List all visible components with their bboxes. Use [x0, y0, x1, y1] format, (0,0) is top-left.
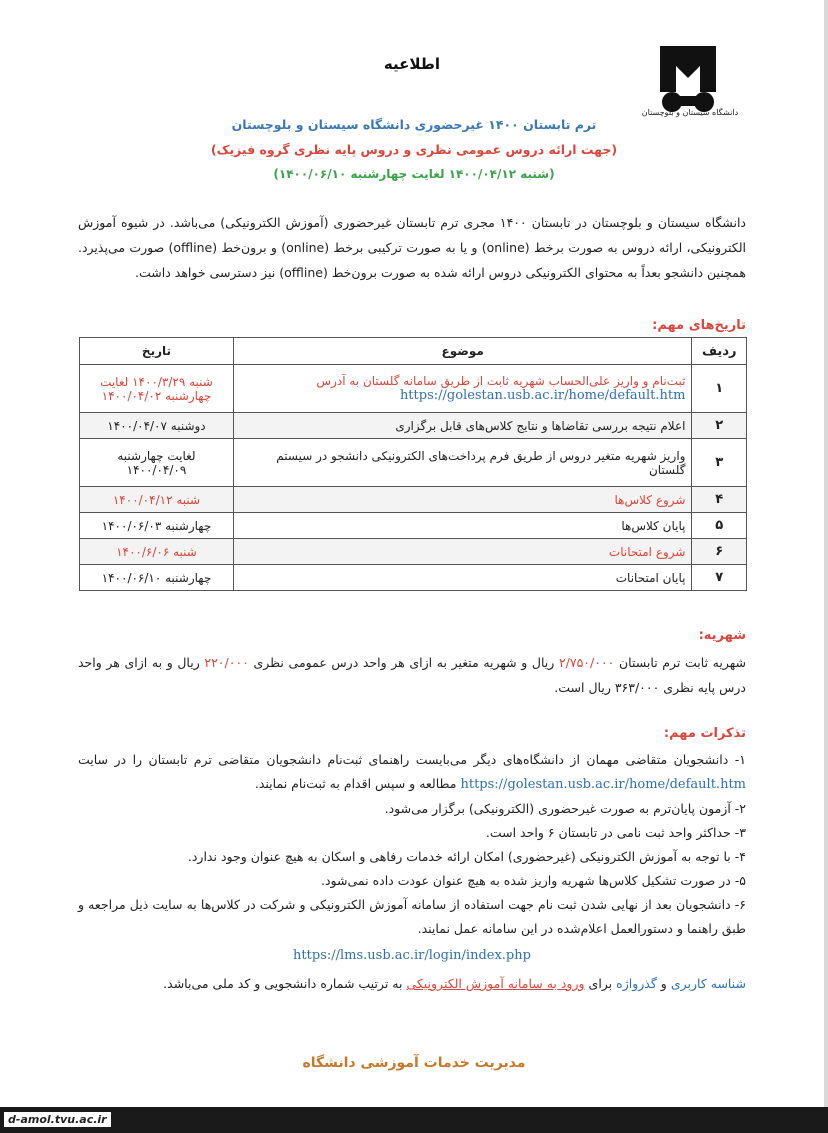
intro-paragraph: دانشگاه سیستان و بلوچستان در تابستان ۱۴۰۰ مجری ترم تابستان غیرحضوری (آموزش الکترونیکی) می‌باشد. در شیوه آموزش الکترونیکی، ارائه دروس به صورت برخط (online) و یا به صورت ترکیبی برخط (online) و برون‌خط (offline) صورت می‌پذیرد. همچنین دانشجو بعداً به محتوای الکترونیکی دروس ارائه شده به صورت برون‌خط (offline) نیز دسترسی خواهد داشت.	[78, 215, 746, 280]
notes-heading: تذکرات مهم:	[663, 726, 746, 741]
elearning-login-text: ورود به سامانه آموزش الکترونیکی	[406, 976, 585, 991]
row-number: ۵	[692, 513, 747, 539]
fee-text-a: شهریه ثابت ترم تابستان	[619, 655, 746, 670]
fee-fixed-amount: ۲/۷۵۰/۰۰۰	[558, 655, 615, 670]
row-subject: اعلام نتیجه بررسی تقاضاها و نتایج کلاس‌های قابل برگزاری	[233, 413, 692, 439]
table-row	[80, 513, 747, 539]
fee-text-b: ریال و شهریه متغیر به ازای هر واحد درس عمومی نظری	[253, 655, 555, 670]
row-date: چهارشنبه ۱۴۰۰/۰۶/۱۰	[80, 565, 234, 591]
note-item: ۶- دانشجویان بعد از نهایی شدن ثبت نام جهت استفاده از سامانه آموزش الکترونیکی و شرکت در کلاس‌ها به سایت ذیل مراجعه و طبق راهنما و دستورالعمل اعلام‌شده در این سامانه عمل نمایند.	[78, 897, 746, 936]
table-header-row	[80, 338, 747, 365]
note-item: ۳- حداکثر واحد ثبت نامی در تابستان ۶ واحد است.	[485, 825, 746, 840]
row-subject	[233, 365, 692, 413]
golestan-note-link[interactable]: https://golestan.usb.ac.ir/home/default.htm	[460, 777, 746, 792]
row-date: شنبه ۱۴۰۰/۳/۲۹ لغایت چهارشنبه ۱۴۰۰/۰۴/۰۲	[80, 365, 234, 413]
note-item	[78, 748, 746, 797]
table-row	[80, 413, 747, 439]
row-date: دوشنبه ۱۴۰۰/۰۴/۰۷	[80, 413, 234, 439]
table-row	[80, 539, 747, 565]
fee-paragraph	[78, 650, 746, 700]
dates-table	[79, 337, 747, 591]
row-date: لغایت چهارشنبه ۱۴۰۰/۰۴/۰۹	[80, 439, 234, 487]
row-number: ۱	[692, 365, 747, 413]
table-row	[80, 487, 747, 513]
dates-heading: تاریخ‌های مهم:	[652, 318, 746, 333]
credentials-and: و	[660, 976, 667, 991]
row-subject: شروع کلاس‌ها	[233, 487, 692, 513]
lms-link[interactable]: https://lms.usb.ac.ir/login/index.php	[293, 948, 531, 963]
note-1-text: ۱- دانشجویان متقاضی مهمان از دانشگاه‌های دیگر می‌بایست راهنمای ثبت‌نام دانشجویان متقاضی ترم تابستان را در سایت	[78, 752, 746, 767]
table-row	[80, 365, 747, 413]
row-number: ۴	[692, 487, 747, 513]
username-label: شناسه کاربری	[670, 976, 746, 991]
table-row	[80, 439, 747, 487]
bottom-bar	[0, 1107, 828, 1133]
row-number: ۷	[692, 565, 747, 591]
source-watermark: d-amol.tvu.ac.ir	[4, 1112, 111, 1127]
row-number: ۶	[692, 539, 747, 565]
row-date: شنبه ۱۴۰۰/۰۴/۱۲	[80, 487, 234, 513]
subtitle-scope: (جهت ارائه دروس عمومی نظری و دروس پایه نظری گروه فیزیک)	[210, 142, 618, 157]
row-subject: شروع امتحانات	[233, 539, 692, 565]
row-number: ۳	[692, 439, 747, 487]
logo-caption: دانشگاه سیستان و بلوچستان	[641, 108, 739, 117]
page-edge	[824, 0, 828, 1133]
fee-heading: شهریه:	[698, 628, 746, 643]
notes-list	[78, 748, 746, 968]
note-item: ۲- آزمون پایان‌ترم به صورت غیرحضوری (الکترونیکی) برگزار می‌شود.	[384, 801, 746, 816]
note-1-tail: مطالعه و سپس اقدام به ثبت‌نام نمایند.	[254, 776, 457, 791]
row-subject: پایان امتحانات	[233, 565, 692, 591]
golestan-link[interactable]: https://golestan.usb.ac.ir/home/default.htm	[399, 388, 686, 403]
note-item: ۴- با توجه به آموزش الکترونیکی (غیرحضوری) امکان ارائه خدمات رفاهی و اسکان به هیچ عنوان وجود ندارد.	[187, 849, 746, 864]
header-subject: موضوع	[233, 338, 692, 365]
row-number: ۲	[692, 413, 747, 439]
header-date: تاریخ	[80, 338, 234, 365]
page-title: اطلاعیه	[383, 55, 441, 73]
credentials-line	[78, 976, 746, 991]
password-label: گذرواژه	[616, 976, 657, 991]
credentials-rest: به ترتیب شماره دانشجویی و کد ملی می‌باشد.	[163, 976, 403, 991]
row-subject: پایان کلاس‌ها	[233, 513, 692, 539]
note-item: ۵- در صورت تشکیل کلاس‌ها شهریه واریز شده به هیچ عنوان عودت داده نمی‌شود.	[321, 873, 746, 888]
row-date: چهارشنبه ۱۴۰۰/۰۶/۰۳	[80, 513, 234, 539]
row-subject-text: ثبت‌نام و واریز علی‌الحساب شهریه ثابت از طریق سامانه گلستان به آدرس	[316, 374, 686, 388]
fee-variable-amount: ۲۲۰/۰۰۰	[204, 655, 249, 670]
row-subject: واریز شهریه متغیر دروس از طریق فرم پرداخت‌های الکترونیکی دانشجو در سیستم گلستان	[233, 439, 692, 487]
fee-text-c: ریال و به ازای هر واحد درس پایه نظری ۳۶۳/۰۰۰ ریال است.	[78, 655, 746, 695]
credentials-for: برای	[588, 976, 613, 991]
subtitle-term: ترم تابستان ۱۴۰۰ غیرحضوری دانشگاه سیستان و بلوچستان	[231, 117, 597, 132]
header-row-number: ردیف	[692, 338, 747, 365]
row-date: شنبه ۱۴۰۰/۶/۰۶	[80, 539, 234, 565]
subtitle-dates: (شنبه ۱۴۰۰/۰۴/۱۲ لغایت چهارشنبه ۱۴۰۰/۰۶/۱۰)	[273, 167, 555, 181]
table-row	[80, 565, 747, 591]
footer-signature: مدیریت خدمات آموزشی دانشگاه	[302, 1055, 526, 1071]
